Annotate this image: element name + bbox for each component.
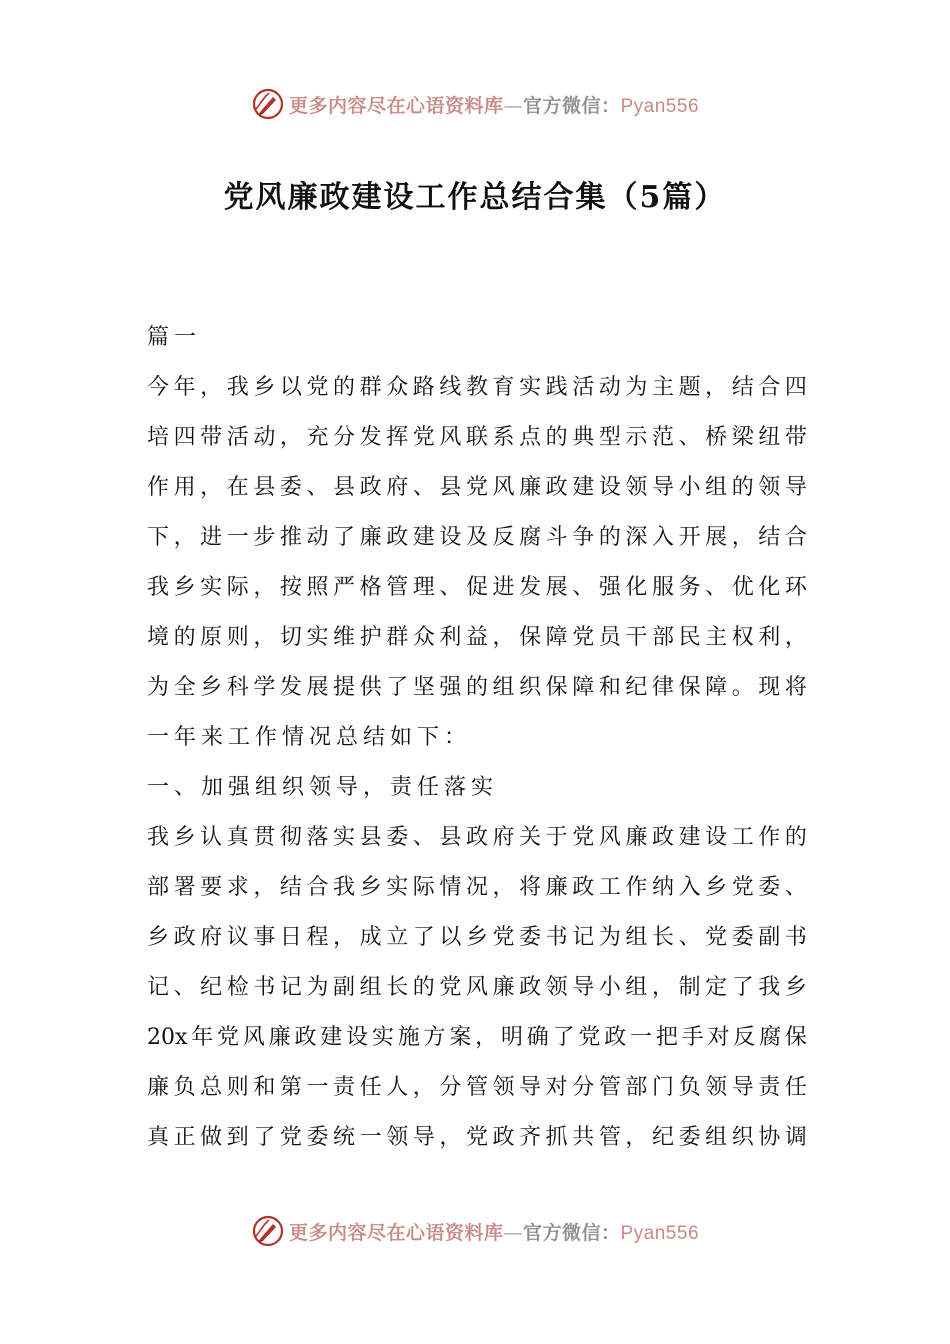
body-line: 培 四 带 活 动 ， 充 分 发 挥 党 风 联 系 点 的 典 型 示 范 、 桥 梁 纽 带: [147, 425, 807, 450]
footer-brand-text: 更多内容尽在心语资料库: [288, 1221, 504, 1244]
footer-wechat-label: 官方微信：: [522, 1221, 621, 1244]
body-line: 下 ， 进 一 步 推 动 了 廉 政 建 设 及 反 腐 斗 争 的 深 入 开 展 ， 结 合: [147, 525, 807, 550]
body-line: 乡 政 府 议 事 日 程 ， 成 立 了 以 乡 党 委 书 记 为 组 长 、 党 委 副 书: [147, 925, 807, 950]
footer-banner: [0, 1211, 950, 1251]
body-line: 记 、 纪 检 书 记 为 副 组 长 的 党 风 廉 政 领 导 小 组 ， 制 定 了 我 乡: [147, 975, 807, 1000]
footer-banner-text: [289, 1218, 699, 1245]
document-title: 党风廉政建设工作总结合集（5篇）: [223, 180, 727, 215]
body-line: 部 署 要 求 ， 结 合 我 乡 实 际 情 况 ， 将 廉 政 工 作 纳 入 乡 党 委 、: [147, 875, 807, 900]
section-heading: 篇一: [147, 325, 202, 350]
header-brand-text: 更多内容尽在心语资料库: [288, 94, 504, 117]
footer-wechat-id: Pyan556: [620, 1222, 700, 1244]
body-line: 一年来工作情况总结如下：: [147, 725, 472, 750]
header-wechat-id: Pyan556: [620, 95, 700, 117]
header-banner-text: [289, 91, 699, 118]
header-wechat-label: 官方微信：: [522, 94, 621, 117]
body-line: 我 乡 实 际 ， 按 照 严 格 管 理 、 促 进 发 展 、 强 化 服 务 、 优 化 环: [147, 575, 807, 600]
document-body: [147, 313, 807, 1163]
subsection-heading: 一、加强组织领导，责任落实: [147, 775, 499, 800]
pen-logo-icon: [251, 1214, 285, 1248]
header-separator: —: [503, 94, 523, 117]
body-line: 境 的 原 则 ， 切 实 维 护 群 众 利 益 ， 保 障 党 员 干 部 民 主 权 利 ，: [147, 625, 807, 650]
footer-separator: —: [503, 1221, 523, 1244]
pen-logo-icon: [251, 87, 285, 121]
body-line: 廉 负 总 则 和 第 一 责 任 人 ， 分 管 领 导 对 分 管 部 门 负 领 导 责 任: [147, 1075, 807, 1100]
body-line: 我 乡 认 真 贯 彻 落 实 县 委 、 县 政 府 关 于 党 风 廉 政 建 设 工 作 的: [147, 825, 807, 850]
header-banner: [0, 84, 950, 124]
body-line: 真 正 做 到 了 党 委 统 一 领 导 ， 党 政 齐 抓 共 管 ， 纪 委 组 织 协 调: [147, 1125, 807, 1150]
body-line: 20x 年 党 风 廉 政 建 设 实 施 方 案 ， 明 确 了 党 政 一 把 手 对 反 腐 保: [147, 1025, 807, 1050]
body-line: 作 用 ， 在 县 委 、 县 政 府 、 县 党 风 廉 政 建 设 领 导 小 组 的 领 导: [147, 475, 807, 500]
body-line: 今 年 ， 我 乡 以 党 的 群 众 路 线 教 育 实 践 活 动 为 主 题 ， 结 合 四: [147, 375, 807, 400]
body-line: 为 全 乡 科 学 发 展 提 供 了 坚 强 的 组 织 保 障 和 纪 律 保 障 。 现 将: [147, 675, 807, 700]
